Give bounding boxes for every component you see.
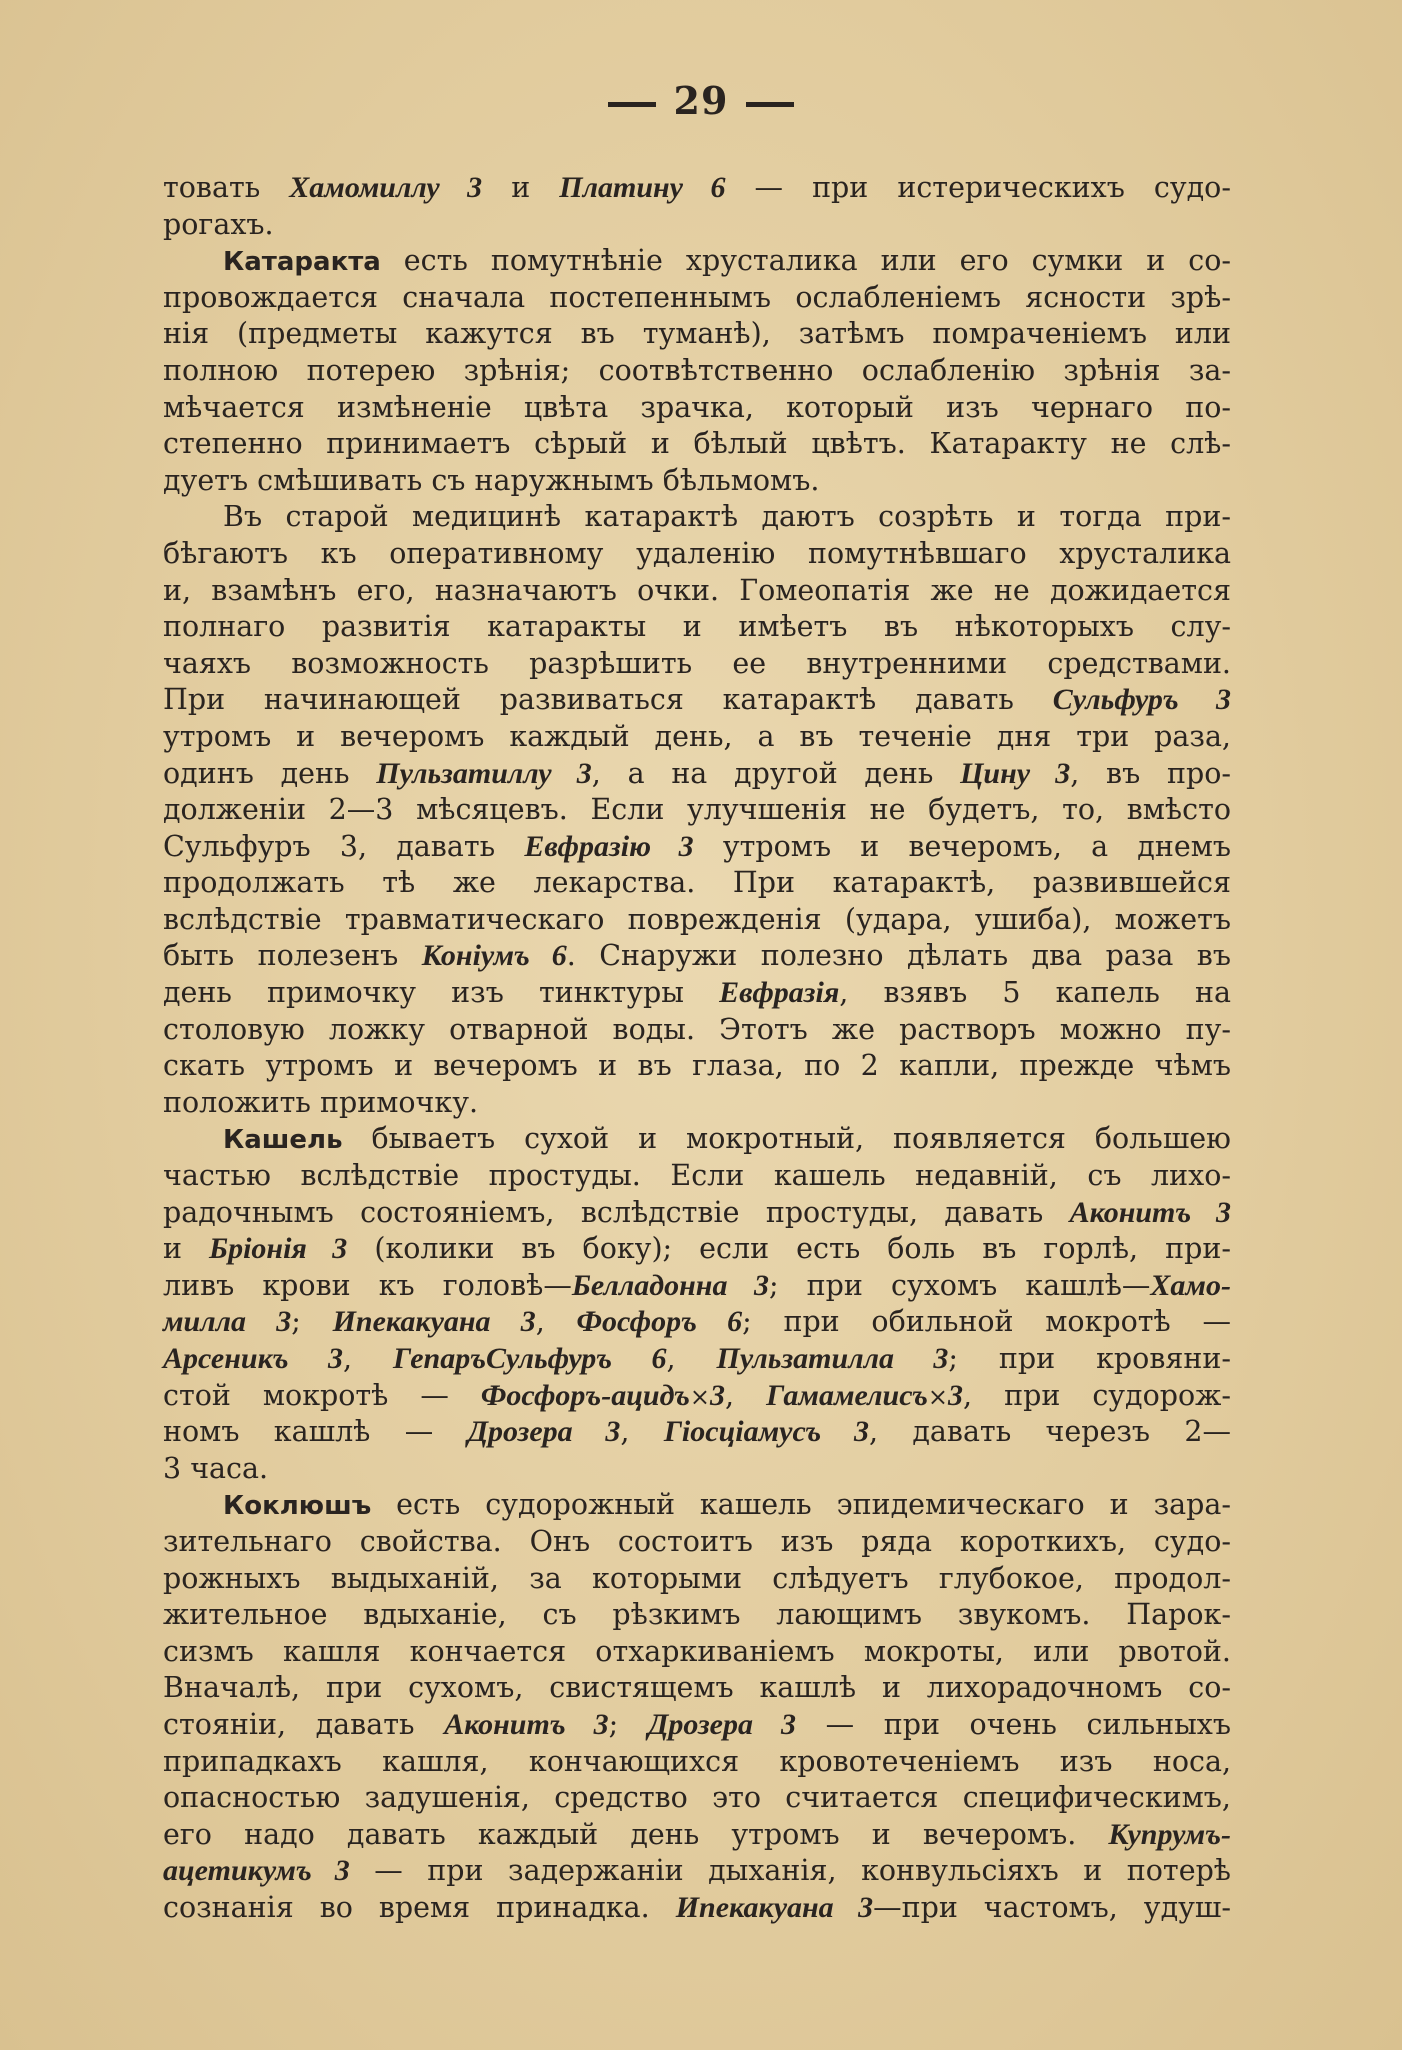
page-number: 29 [673,78,729,123]
remedy-name: Платину 6 [559,171,726,204]
text-run: рожныхъ выдыханій, за которыми слѣдуетъ глубокое, продол- [163,1561,1231,1595]
text-run: сознанія во время принадка. [163,1890,676,1924]
text-run: ; при сухомъ кашлѣ— [768,1268,1151,1302]
text-line [163,865,1231,902]
text-run: , въ про- [1070,756,1231,790]
text-run: бѣгаютъ къ оперативному удаленію помутнѣвшаго хрусталика [163,536,1231,570]
text-line [163,1597,1231,1634]
text-run: и [163,1232,210,1266]
text-line [163,1121,1231,1158]
text-line [163,1890,1231,1927]
text-line [163,1304,1231,1341]
text-run: зительнаго свойства. Онъ состоитъ изъ ряда короткихъ, судо- [163,1524,1231,1558]
text-run: ливъ крови къ головѣ— [163,1268,572,1302]
text-run: есть судорожный кашель эпидемическаго и зара- [371,1488,1231,1522]
text-run: рогахъ. [163,207,274,241]
text-line [163,1707,1231,1744]
remedy-name: 3 [948,1378,964,1412]
text-run: , давать черезъ 2— [868,1415,1231,1449]
text-run: Вначалѣ, при сухомъ, свистящемъ кашлѣ и лихорадочномъ со- [163,1671,1231,1705]
text-run: бываетъ сухой и мокротный, появляется большею [342,1122,1231,1156]
remedy-name: Дрозера 3 [467,1415,621,1449]
remedy-name: Аконитъ 3 [444,1707,609,1741]
text-run: дуетъ смѣшивать съ наружнымъ бѣльмомъ. [163,463,820,497]
multiplier-sign: × [689,1382,710,1411]
text-run: Сульфуръ 3, давать [163,829,525,863]
text-line [163,1012,1231,1049]
text-run: частью вслѣдствіе простуды. Если кашель недавній, съ лихо- [163,1159,1231,1193]
right-dash [746,102,794,107]
text-run: , а на другой день [591,756,961,790]
remedy-name: ацетикумъ 3 [163,1854,350,1888]
page-number-header [0,78,1402,123]
text-run: — при очень сильныхъ [796,1707,1231,1741]
text-run: 3 часа. [163,1451,269,1485]
text-line [163,1853,1231,1890]
text-line [163,426,1231,463]
text-run: ; при обильной мокротѣ — [742,1305,1231,1339]
term-heading: Катаракта [223,247,381,278]
text-line [163,1780,1231,1817]
text-line [163,792,1231,829]
text-run: положить примочку. [163,1085,479,1119]
text-run: столовую ложку отварной воды. Этотъ же растворъ можно пу- [163,1012,1231,1046]
remedy-name: Ипекакуана 3 [675,1890,874,1924]
text-run: Въ старой медицинѣ катарактѣ даютъ созрѣть и тогда при- [223,500,1231,534]
text-line [163,756,1231,793]
text-run: долженіи 2—3 мѣсяцевъ. Если улучшенія не будетъ, то, вмѣсто [163,793,1231,827]
text-line [163,1085,1231,1122]
text-line [163,1158,1231,1195]
remedy-name: Евфразія [719,976,840,1010]
text-line [163,280,1231,317]
text-line [163,536,1231,573]
text-run: — при истерическихъ судо- [725,171,1231,204]
text-run: припадкахъ кашля, кончающихся кровотеченіемъ изъ носа, [163,1744,1231,1778]
remedy-name: Белладонна 3 [571,1268,769,1302]
text-line [163,1561,1231,1598]
text-line [163,1048,1231,1085]
remedy-name: Ипекакуана 3 [332,1305,536,1339]
remedy-name: Дрозера 3 [647,1707,797,1741]
text-run: — при задержаніи дыханія, конвульсіяхъ и потерѣ [349,1854,1231,1888]
left-dash [608,102,656,107]
multiplier-sign: × [927,1382,949,1411]
text-line [163,207,1231,244]
text-run: есть помутнѣніе хрусталика или его сумки и со- [380,244,1231,278]
remedy-name: 3 [710,1378,725,1412]
text-line [163,1487,1231,1524]
text-run: —при частомъ, удуш- [873,1890,1232,1924]
text-run: (колики въ боку); если есть боль въ горлѣ, при- [347,1232,1231,1266]
text-line [163,609,1231,646]
text-run: одинъ день [163,756,377,790]
text-run: номъ кашлѣ — [163,1415,468,1449]
text-run: , при судорож- [963,1378,1232,1412]
text-run: ; при кровяни- [948,1342,1231,1375]
text-run: утромъ и вечеромъ каждый день, а въ теченіе дня три раза, [163,719,1231,753]
text-run: жительное вдыханіе, съ рѣзкимъ лающимъ звукомъ. Парок- [163,1598,1231,1632]
text-line [163,1268,1231,1305]
term-heading: Кашель [223,1125,343,1156]
text-run: При начинающей развиваться катарактѣ давать [163,683,1053,717]
text-line [163,1341,1231,1378]
text-line [163,316,1231,353]
text-run: скать утромъ и вечеромъ и въ глаза, по 2 капли, прежде чѣмъ [163,1049,1231,1083]
text-line [163,646,1231,683]
text-run: , [620,1415,664,1449]
text-run: , взявъ 5 капель на [839,976,1231,1010]
text-line [163,573,1231,610]
remedy-name: Пульзатилла 3 [716,1342,949,1375]
text-run: нія (предметы кажутся въ туманѣ), затѣмъ помраченіемъ или [163,317,1231,351]
remedy-name: Пульзатиллу 3 [376,756,592,790]
remedy-name: милла 3 [163,1305,292,1339]
text-run: опасностью задушенія, средство это считается специфическимъ, [163,1781,1231,1815]
text-line [163,902,1231,939]
text-line [163,1451,1231,1488]
remedy-name: Фосфоръ-ацидъ [480,1378,690,1412]
text-line [163,1195,1231,1232]
remedy-name: Цину 3 [960,756,1071,790]
text-line [163,829,1231,866]
text-line [163,1817,1231,1854]
text-line [163,390,1231,427]
text-run: и, взамѣнъ его, назначаютъ очки. Гомеопатія же не дожидается [163,573,1231,607]
remedy-name: Евфразію 3 [524,829,694,863]
remedy-name: Гіосціамусъ 3 [663,1415,869,1449]
remedy-name: Коніумъ 6 [421,939,567,973]
text-line [163,353,1231,390]
remedy-name: Фосфоръ 6 [576,1305,743,1339]
text-run: быть полезенъ [163,939,422,973]
text-run: ; [291,1305,333,1339]
text-line [163,1231,1231,1268]
body-text [163,170,1231,1927]
term-heading: Коклюшъ [223,1491,372,1522]
text-line [163,1744,1231,1781]
remedy-name: Сульфуръ 3 [1052,683,1231,717]
text-line [163,243,1231,280]
text-run: чаяхъ возможность разрѣшить ее внутренними средствами. [163,646,1231,680]
text-line [163,719,1231,756]
text-run: стояніи, давать [163,1707,445,1741]
text-line [163,1414,1231,1451]
remedy-name: Бріонія 3 [209,1232,348,1266]
text-run: стой мокротѣ — [163,1378,481,1412]
remedy-name: Гамамелисъ [766,1378,928,1412]
text-run: и [482,171,560,204]
remedy-name: Хамо- [1150,1268,1231,1302]
text-run: , [666,1342,717,1375]
text-line [163,1524,1231,1561]
text-run: полною потерею зрѣнія; соотвѣтственно ослабленію зрѣнія за- [163,353,1231,387]
text-run: мѣчается измѣненіе цвѣта зрачка, который изъ чернаго по- [163,390,1231,424]
remedy-name: Купрумъ- [1108,1817,1231,1851]
text-line [163,938,1231,975]
text-run: , [343,1342,394,1375]
text-run: сизмъ кашля кончается отхаркиваніемъ мокроты, или рвотой. [163,1634,1231,1668]
text-line [163,1634,1231,1671]
text-run: . Снаружи полезно дѣлать два раза въ [566,939,1231,973]
text-line [163,682,1231,719]
remedy-name: ГепаръСульфуръ 6 [393,1342,667,1375]
text-line [163,1378,1231,1415]
text-run: ; [608,1707,648,1741]
text-run: радочнымъ состояніемъ, вслѣдствіе простуды, давать [163,1195,1070,1229]
text-run: , [725,1378,767,1412]
text-run: продолжать тѣ же лекарства. При катарактѣ, развившейся [163,866,1231,900]
text-line [163,170,1231,207]
remedy-name: Аконитъ 3 [1069,1195,1231,1229]
remedy-name: Арсеникъ 3 [163,1342,343,1375]
text-run: товать [163,171,290,204]
text-run: полнаго развитія катаракты и имѣетъ въ нѣкоторыхъ слу- [163,610,1231,644]
text-run: утромъ и вечеромъ, а днемъ [693,829,1231,863]
text-line [163,499,1231,536]
text-run: степенно принимаетъ сѣрый и бѣлый цвѣтъ. Катаракту не слѣ- [163,427,1231,461]
text-run: вслѣдствіе травматическаго поврежденія (удара, ушиба), можетъ [163,902,1231,936]
text-run: день примочку изъ тинктуры [163,976,720,1010]
remedy-name: Хамомиллу 3 [289,171,483,204]
text-run: , [535,1305,577,1339]
text-run: провождается сначала постепеннымъ ослабленіемъ ясности зрѣ- [163,280,1231,314]
text-run: его надо давать каждый день утромъ и вечеромъ. [163,1817,1109,1851]
text-line [163,463,1231,500]
text-line [163,1670,1231,1707]
text-line [163,975,1231,1012]
